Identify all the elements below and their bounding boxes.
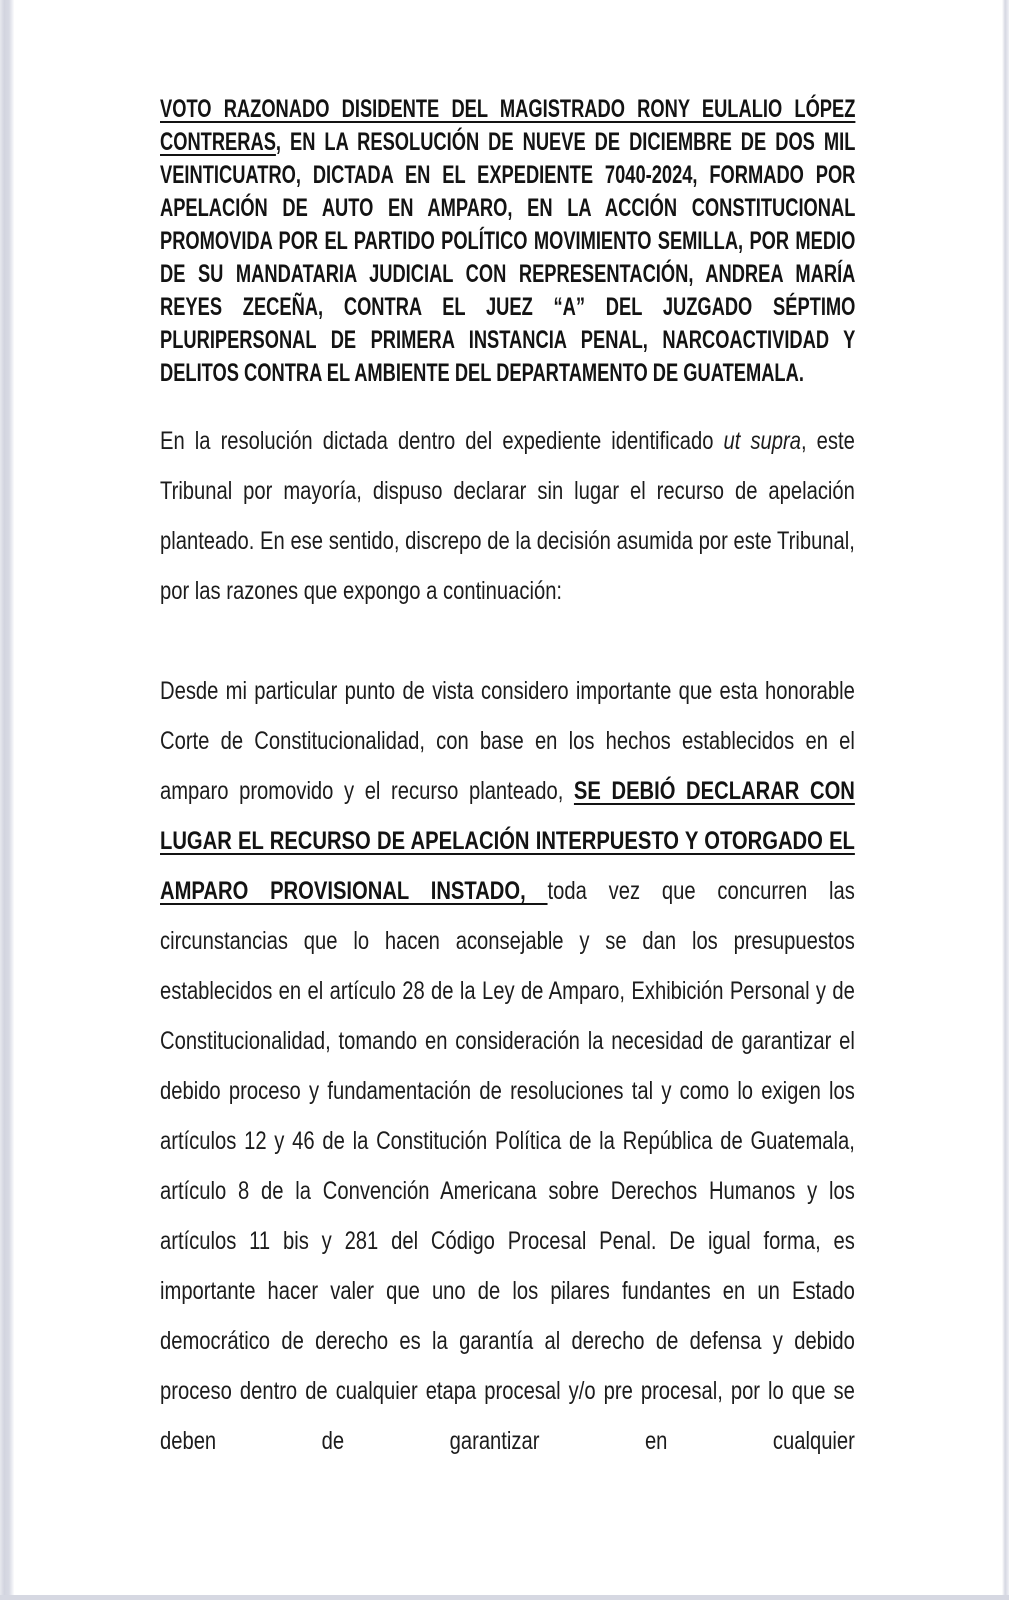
resolution-text-before-italic: En la resolución dictada dentro del expediente identificado [160, 427, 724, 455]
page-edge-shadow-left [0, 0, 14, 1600]
resolution-text-after-italic: , este Tribunal por mayoría, dispuso declarar sin lugar el recurso de apelación planteado. En ese sentido, discrepo de la decisión asumida por este Tribunal, por las razones que expongo a continuación: [160, 427, 855, 605]
page-edge-shadow-right [1002, 0, 1009, 1600]
resolution-latin-phrase: ut supra [723, 427, 801, 455]
document-title [160, 93, 855, 390]
paragraph-resolution [160, 416, 855, 616]
opinion-emphasized-ruling: SE DEBIÓ DECLARAR CON LUGAR EL RECURSO DE APELACIÓN INTERPUESTO Y OTORGADO EL AMPARO PROVISIONAL INSTADO, [160, 777, 855, 905]
title-underlined-name: VOTO RAZONADO DISIDENTE DEL MAGISTRADO RONY EULALIO LÓPEZ CONTRERAS [160, 95, 856, 156]
title-rest: , EN LA RESOLUCIÓN DE NUEVE DE DICIEMBRE DE DOS MIL VEINTICUATRO, DICTADA EN EL EXPEDIENTE 7040-2024, FORMADO POR APELACIÓN DE AUTO EN AMPARO, EN LA ACCIÓN CONSTITUCIONAL PROMOVIDA POR EL PARTIDO POLÍTICO MOVIMIENTO SEMILLA, POR MEDIO DE SU MANDATARIA JUDICIAL CON REPRESENTACIÓN, ANDREA MARÍA REYES ZECEÑA, CONTRA EL JUEZ “A” DEL JUZGADO SÉPTIMO PLURIPERSONAL DE PRIMERA INSTANCIA PENAL, NARCOACTIVIDAD Y DELITOS CONTRA EL AMBIENTE DEL DEPARTAMENTO DE GUATEMALA. [160, 128, 856, 387]
opinion-text-after-emphasis: toda vez que concurren las circunstancias que lo hacen aconsejable y se dan los presupuestos establecidos en el artículo 28 de la Ley de Amparo, Exhibición Personal y de Constitucionalidad, tomando en consideración la necesidad de garantizar el debido proceso y fundamentación de resoluciones tal y como lo exigen los artículos 12 y 46 de la Constitución Política de la República de Guatemala, artículo 8 de la Convención Americana sobre Derechos Humanos y los artículos 11 bis y 281 del Código Procesal Penal. De igual forma, es importante hacer valer que uno de los pilares fundantes en un Estado democrático de derecho es la garantía al derecho de defensa y debido proceso dentro de cualquier etapa procesal y/o pre procesal, por lo que se deben de garantizar en cualquier [160, 877, 855, 1455]
document-content [160, 93, 855, 1466]
paragraph-opinion [160, 666, 855, 1466]
opinion-text-before-emphasis: Desde mi particular punto de vista considero importante que esta honorable Corte de Constitucionalidad, con base en los hechos establecidos en el amparo promovido y el recurso planteado, [160, 677, 855, 805]
page-edge-shadow-bottom [0, 1595, 1009, 1600]
